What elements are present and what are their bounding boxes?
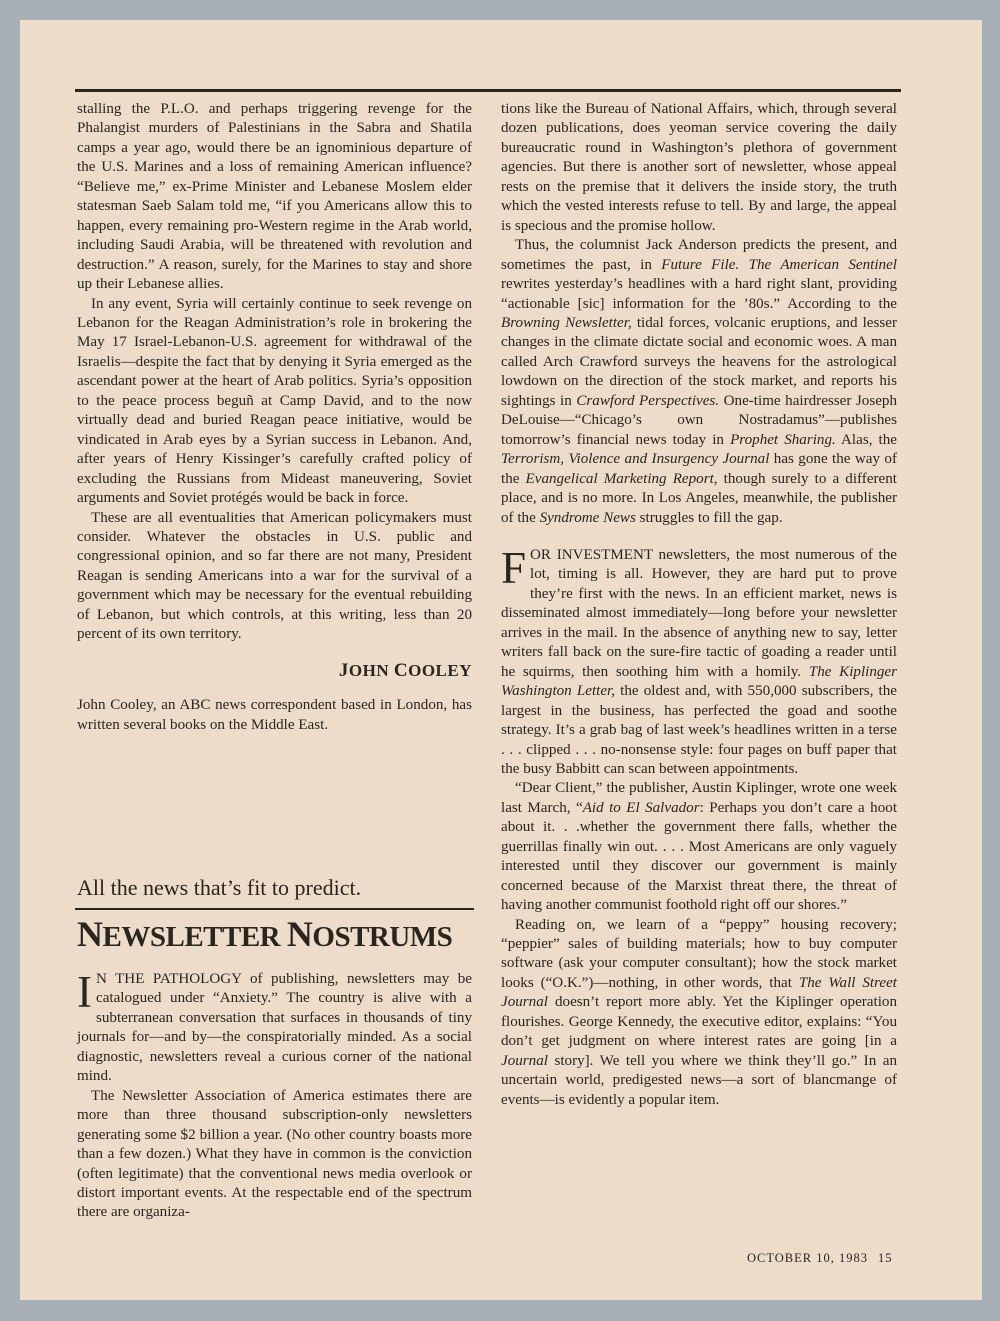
paragraph: Reading on, we learn of a “peppy” housing recovery; “peppier” sales of building materials; how to buy computer software (ask your computer consultant); how the stock market looks (“O.K.”)—nothing, in other words, that The Wall Street Journal doesn’t report more ably. Yet the Kiplinger operation flourishes. George Kennedy, the executive editor, explains: “You don’t get judgment on where interest rates are going [in a Journal story]. We tell you where we think they’ll go.” In an uncertain world, predigested news—a sort of blancmange of events—is evidently a popular item. bbox=[501, 916, 897, 1108]
page-footer bbox=[747, 1251, 893, 1266]
right-column bbox=[501, 100, 897, 1110]
paragraph: “Dear Client,” the publisher, Austin Kiplinger, wrote one week last March, “Aid to El Salvador: Perhaps you don’t care a hoot about it. . .whether the government there falls, whether the guerrillas finally win out. . . . Most Americans are only vaguely interested until they discover our government is mainly concerned because of the Marxist threat there, the threat of having another communist foothold right off our shores.” bbox=[501, 780, 898, 914]
author-bio: John Cooley, an ABC news correspondent based in London, has written several books on the Middle East. bbox=[77, 697, 472, 733]
lead-paragraph: I N THE PATHOLOGY of publishing, newsletters may be catalogued under “Anxiety.” The country is alive with a subterranean conversation that surfaces in thousands of tiny journals for—and by—the conspiratorially minded. As a social diagnostic, newsletters reveal a curious corner of the national mind. bbox=[77, 967, 472, 1085]
article-start-column bbox=[77, 967, 472, 1223]
paragraph: tions like the Bureau of National Affairs, which, through several dozen publications, does yeoman service covering the daily bureaucratic round in Washington’s plethora of government agencies. But there is another sort of newsletter, whose appeal rests on the premise that it delivers the inside story, the truth which the vested interests refuse to tell. By and large, the appeal is specious and the promise hollow. bbox=[501, 101, 897, 234]
article-headline: NEWSLETTER NOSTRUMS bbox=[77, 914, 453, 954]
paragraph: In any event, Syria will certainly continue to seek revenge on Lebanon for the Reagan Administration’s role in brokering the May 17 Israel-Lebanon-U.S. agreement for withdrawal of the Israelis—despite the fact that by denying it Syria emerged as the ascendant power at the heart of Arab politics. Syria’s opposition to the peace process beguñ at Camp David, and to the now virtually dead and buried Reagan peace initiative, would be vindicated in Arab eyes by a Syrian success in Lebanon. And, after years of Henry Kissinger’s carefully crafted policy of excluding the Russians from Mideast maneuvering, Soviet arguments and Soviet protégés would be back in force. bbox=[77, 295, 472, 507]
section-lead-paragraph: FOR INVESTMENT newsletters, the most numerous of the lot, timing is all. However, they are hard put to prove they’re first with the news. In an efficient market, news is disseminated almost immediately—long before your newsletter arrives in the mail. In the absence of anything new to say, letter writers fall back on the sure-fire tactic of goading a reader until he squirms, then soothing him with a homily. The Kiplinger Washington Letter, the oldest and, with 550,000 subscribers, the largest in the business, has perfected the goad and soothe strategy. It’s a grab bag of last week’s headlines written in a terse . . . clipped . . . no-nonsense style: four pages on buff paper that the busy Babbitt can scan between appointments. bbox=[501, 542, 897, 777]
paragraph: stalling the P.L.O. and perhaps triggering revenge for the Phalangist murders of Palestinians in the Sabra and Shatila camps a year ago, would there be an ignominious departure of the U.S. Marines and a loss of remaining American influence? “Believe me,” ex-Prime Minister and Lebanese Moslem elder statesman Saeb Salam told me, “if you Americans allow this to happen, every remaining pro-Western regime in the Arab world, including Saudi Arabia, will be threatened with revolution and destruction.” A reason, surely, for the Marines to stay and shore up their Lebanese allies. bbox=[77, 101, 472, 293]
page-number: 15 bbox=[878, 1251, 893, 1265]
left-column bbox=[77, 100, 472, 735]
lead-caps: N THE PATHOLOGY bbox=[96, 971, 242, 987]
section-tagline: All the news that’s fit to predict. bbox=[77, 875, 362, 900]
drop-cap: I bbox=[77, 967, 92, 1017]
paragraph: These are all eventualities that American policymakers must consider. Whatever the obstacles in U.S. public and congressional opinion, and so far there are not many, President Reagan is sending Americans into a war for the survival of a government which may be necessary for the eventual rebuilding of Lebanon, but which controls, at this writing, less than 20 percent of its own territory. bbox=[77, 509, 472, 643]
drop-cap: F bbox=[501, 542, 527, 593]
section-rule bbox=[75, 908, 474, 910]
byline: JOHN COOLEY bbox=[338, 659, 472, 681]
paragraph: Thus, the columnist Jack Anderson predicts the present, and sometimes the past, in Future File. The American Sentinel rewrites yesterday’s headlines with a hard right slant, providing “actionable [sic] information for the ’80s.” According to the Browning Newsletter, tidal forces, volcanic eruptions, and lesser changes in the climate dictate social and economic woes. A man called Arch Crawford surveys the heavens for the astrological lowdown on the direction of the stock market, and reports his sightings in Crawford Perspectives. One-time hairdresser Joseph DeLouise—“Chicago’s own Nostradamus”—publishes tomorrow’s financial news today in Prophet Sharing. Alas, the Terrorism, Violence and Insurgency Journal has gone the way of the Evangelical Marketing Report, though surely to a different place, and is no more. In Los Angeles, meanwhile, the publisher of the Syndrome News struggles to fill the gap. bbox=[501, 237, 898, 526]
issue-date: OCTOBER 10, 1983 bbox=[747, 1251, 868, 1265]
paragraph: The Newsletter Association of America estimates there are more than three thousand subscription-only newsletters generating some $2 billion a year. (No other country boasts more than a few dozen.) What they have in common is the conviction (often legitimate) that the conventional news media overlook or distort important events. At the respectable end of the spectrum there are organiza- bbox=[77, 1087, 472, 1221]
top-rule bbox=[75, 89, 901, 92]
